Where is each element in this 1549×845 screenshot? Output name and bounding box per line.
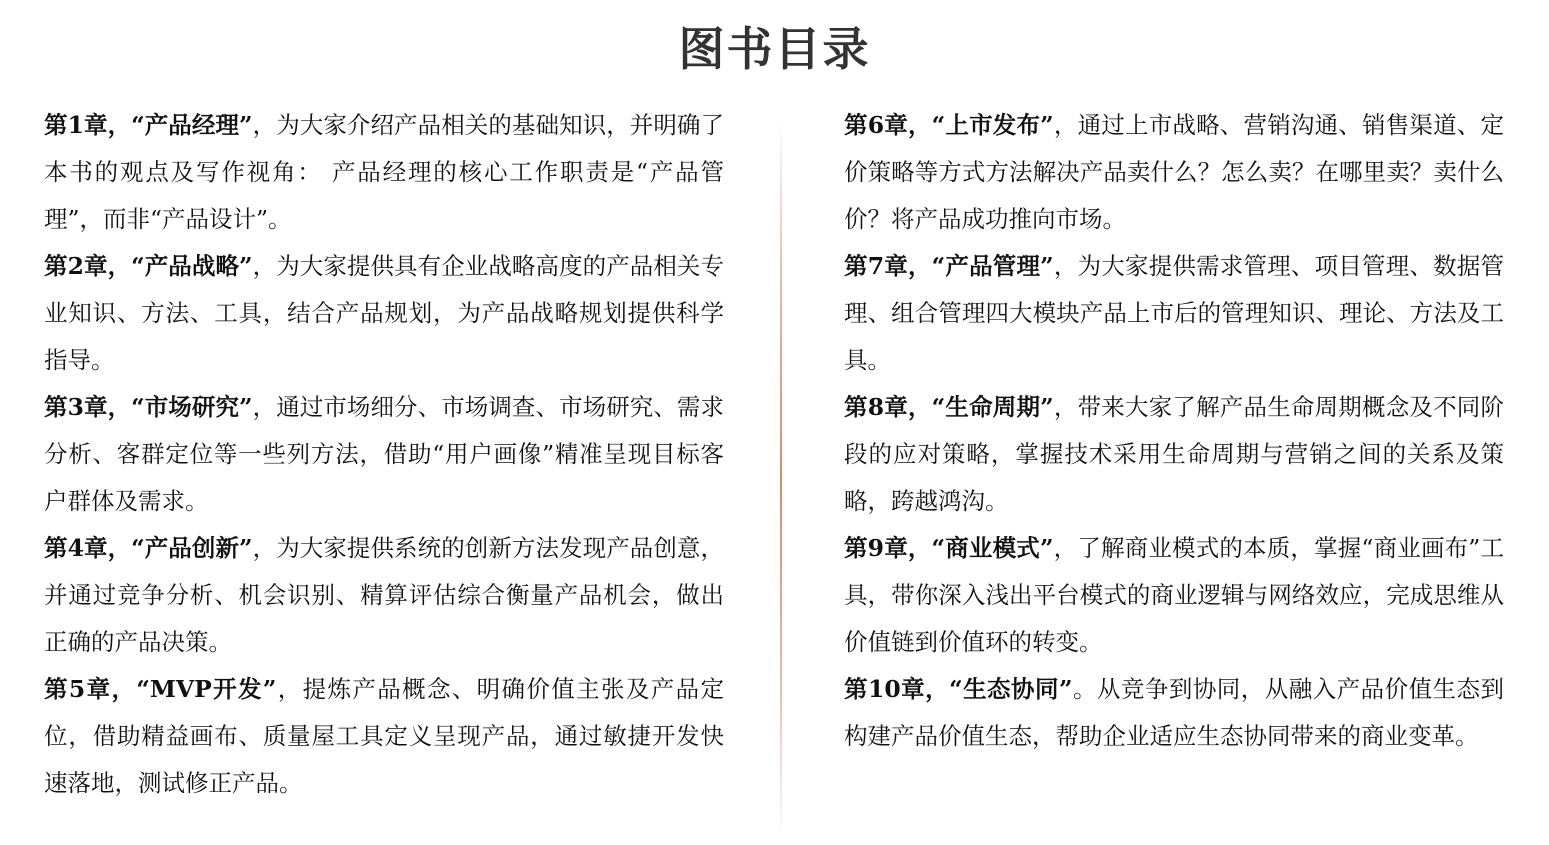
chapter-1-heading: 第1章，“产品经理” — [44, 111, 253, 139]
chapter-9 — [844, 525, 1504, 666]
chapter-5 — [44, 666, 724, 807]
chapter-8-heading: 第8章，“生命周期” — [844, 393, 1054, 421]
chapter-6-description: ，通过上市战略、营销沟通、销售渠道、定价策略等方式方法解决产品卖什么？怎么卖？在哪里卖？卖什么价？将产品成功推向市场。 — [844, 111, 1505, 233]
chapter-3 — [44, 384, 724, 525]
chapter-6-heading: 第6章，“上市发布” — [844, 111, 1054, 139]
column-divider — [780, 120, 782, 840]
chapter-2 — [44, 243, 724, 384]
chapter-7-heading: 第7章，“产品管理” — [844, 252, 1054, 280]
chapter-10-description: 。从竞争到协同，从融入产品价值生态到构建产品价值生态，帮助企业适应生态协同带来的商业变革。 — [844, 675, 1504, 750]
chapter-10-heading: 第10章，“生态协同” — [844, 675, 1073, 703]
chapter-4-heading: 第4章，“产品创新” — [44, 534, 253, 562]
chapter-4-description: ，为大家提供系统的创新方法发现产品创意，并通过竞争分析、机会识别、精算评估综合衡量产品机会，做出正确的产品决策。 — [44, 534, 725, 656]
chapter-6 — [844, 102, 1504, 243]
chapter-1 — [44, 102, 724, 243]
chapter-1-description: ，为大家介绍产品相关的基础知识，并明确了本书的观点及写作视角： 产品经理的核心工作职责是“产品管理”，而非“产品设计”。 — [44, 111, 725, 233]
chapter-7 — [844, 243, 1504, 384]
chapter-9-heading: 第9章，“商业模式” — [844, 534, 1054, 562]
chapter-7-description: ，为大家提供需求管理、项目管理、数据管理、组合管理四大模块产品上市后的管理知识、理论、方法及工具。 — [844, 252, 1505, 374]
chapter-4 — [44, 525, 724, 666]
chapter-8 — [844, 384, 1504, 525]
chapter-2-description: ，为大家提供具有企业战略高度的产品相关专业知识、方法、工具，结合产品规划，为产品战略规划提供科学指导。 — [44, 252, 725, 374]
chapter-5-description: ，提炼产品概念、明确价值主张及产品定位，借助精益画布、质量屋工具定义呈现产品，通过敏捷开发快速落地，测试修正产品。 — [44, 675, 724, 797]
chapter-2-heading: 第2章，“产品战略” — [44, 252, 253, 280]
toc-right-column — [844, 102, 1504, 760]
chapter-5-heading: 第5章，“MVP开发” — [44, 675, 277, 703]
chapter-3-description: ，通过市场细分、市场调查、市场研究、需求分析、客群定位等一些列方法，借助“用户画像”精准呈现目标客户群体及需求。 — [44, 393, 725, 515]
page-title: 图书目录 — [678, 22, 871, 76]
chapter-9-description: ，了解商业模式的本质，掌握“商业画布”工具，带你深入浅出平台模式的商业逻辑与网络效应，完成思维从价值链到价值环的转变。 — [844, 534, 1504, 656]
chapter-10 — [844, 666, 1504, 760]
chapter-8-description: ，带来大家了解产品生命周期概念及不同阶段的应对策略，掌握技术采用生命周期与营销之间的关系及策略，跨越鸿沟。 — [844, 393, 1505, 515]
toc-left-column — [44, 102, 724, 807]
chapter-3-heading: 第3章，“市场研究” — [44, 393, 253, 421]
